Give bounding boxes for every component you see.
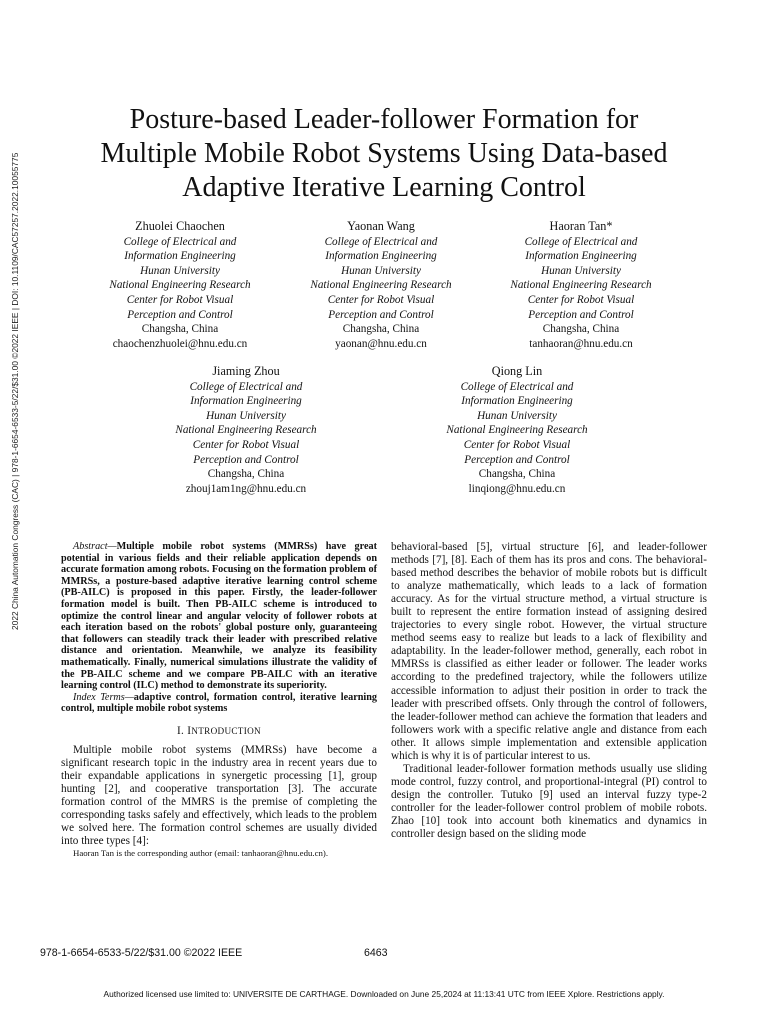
author-name: Qiong Lin xyxy=(491,364,543,378)
author-affiliation-line: Center for Robot Visual xyxy=(527,293,635,306)
author-email: zhouj1am1ng@hnu.edu.cn xyxy=(185,482,307,495)
author-city: Changsha, China xyxy=(478,468,556,481)
corresponding-author-footnote: Haoran Tan is the corresponding author (email: tanhaoran@hnu.edu.cn). xyxy=(73,848,329,859)
author-affiliation-line: National Engineering Research xyxy=(175,424,317,437)
abstract-text: Multiple mobile robot systems (MMRSs) have great potential in various fields and their reliable application depends on accurate formation among robots. Focusing on the formation problem of MMRSs, a posture-based adaptive iterative learning control scheme (PB-AILC) is proposed in this paper. Firstly, the leader-follower formation model is built. Then PB-AILC scheme is introduced to optimize the control linear and angular velocity of follower robots at each iteration based on the robots' global posture only, guaranteeing that followers can steadily track their leader with prescribed relative distance and orientation. Meanwhile, we analyze its feasibility mathematically. Finally, numerical simulations illustrate the validity of the PB-AILC scheme and we compare PB-AILC with an iterative learning control (ILC) method to demonstrate its superiority. xyxy=(61,541,377,692)
page-number: 6463 xyxy=(364,947,388,959)
author-affiliation-line: Center for Robot Visual xyxy=(463,438,571,451)
author-affiliation-line: National Engineering Research xyxy=(510,279,652,292)
author-name: Haoran Tan* xyxy=(549,219,613,233)
author-block xyxy=(481,219,681,351)
author-affiliation-line: Hunan University xyxy=(477,409,557,422)
author-affiliation-line: Center for Robot Visual xyxy=(192,438,300,451)
abstract-label: Abstract— xyxy=(73,541,117,552)
index-terms-label: Index Terms— xyxy=(73,691,134,703)
author-affiliation-line: Center for Robot Visual xyxy=(327,293,435,306)
section-heading-introduction xyxy=(61,725,377,738)
author-affiliation-line: Perception and Control xyxy=(528,308,634,321)
author-affiliation-line: Information Engineering xyxy=(124,250,236,263)
author-name: Yaonan Wang xyxy=(347,219,415,233)
author-affiliation-line: College of Electrical and xyxy=(524,235,638,248)
section-title-rest: NTRODUCTION xyxy=(191,725,261,736)
body-paragraph: Traditional leader-follower formation methods usually use sliding mode control, fuzzy control, and proportional-integral (PI) control to design the controller. Tutuko [9] used an interval fuzzy type-2 controller for the leader-follower control problem of mobile robots. Zhao [10] took into account both kinematics and dynamics in controller design based on the sliding mode xyxy=(391,762,707,841)
author-affiliation-line: Perception and Control xyxy=(328,308,434,321)
paper-title xyxy=(40,103,728,205)
index-terms-text: adaptive control, formation control, iterative learning control, multiple mobile robot systems xyxy=(61,691,377,715)
author-email: tanhaoran@hnu.edu.cn xyxy=(529,337,633,350)
author-name: Zhuolei Chaochen xyxy=(135,219,225,233)
body-paragraph: behavioral-based [5], virtual structure [6], and leader-follower methods [7], [8]. Each of them has its pros and cons. The behavioral-based method describes the behavior of mobile robots but is difficult to analyze mathematically, which leads to a lack of formation accuracy. As for the virtual structure method, a virtual structure is built to represent the entire formation instead of assigning desired trajectories to every single robot. However, the virtual structure method seems easy to realize but leads to a lack of flexibility and adaptability. In the leader-follower method, generally, each robot in MMRSs is classified as either leader or follower. The leader works according to the predefined trajectory, while the followers utilize accessible information to adjust their position in order to track the leader with prescribed offsets. Only through the control of followers, the leader-follower method can achieve the formation that leaders and followers work with a specific relative angle and distance from each other. It allows simple implementation and extensible application which is why it is of particular interest to us. xyxy=(391,541,707,762)
author-affiliation-line: College of Electrical and xyxy=(189,380,303,393)
author-affiliation-line: Perception and Control xyxy=(464,453,570,466)
left-column xyxy=(61,541,377,859)
author-affiliation-line: Perception and Control xyxy=(127,308,233,321)
title-line: Multiple Mobile Robot Systems Using Data-based xyxy=(100,138,668,169)
abstract xyxy=(61,541,377,692)
author-affiliation-line: Information Engineering xyxy=(190,395,302,408)
author-city: Changsha, China xyxy=(342,323,420,336)
footer-isbn: 978-1-6654-6533-5/22/$31.00 ©2022 IEEE xyxy=(40,947,243,959)
author-name: Jiaming Zhou xyxy=(212,364,280,378)
author-block xyxy=(417,364,617,496)
section-first-letter: I xyxy=(187,724,192,737)
author-block xyxy=(80,219,280,351)
author-city: Changsha, China xyxy=(207,468,285,481)
license-notice: Authorized licensed use limited to: UNIVERSITE DE CARTHAGE. Downloaded on June 25,2024 at 11:13:41 UTC from IEEE Xplore. Restrictions apply. xyxy=(103,989,665,999)
author-affiliation-line: National Engineering Research xyxy=(109,279,251,292)
section-numeral: I. xyxy=(177,724,188,737)
author-affiliation-line: Hunan University xyxy=(541,264,621,277)
author-city: Changsha, China xyxy=(542,323,620,336)
title-line: Posture-based Leader-follower Formation for xyxy=(129,104,639,135)
author-block xyxy=(146,364,346,496)
author-affiliation-line: Hunan University xyxy=(140,264,220,277)
intro-paragraph: Multiple mobile robot systems (MMRSs) have become a significant research topic in the industry area in recent years due to their expandable applications in synergetic processing [1], group hunting [2], and cooperative transportation [3]. The accurate formation control of the MMRS is the premise of completing the corresponding tasks safely and effectively, which leads to the problem we solved here. The formation control schemes are usually divided into three types [4]: xyxy=(61,743,377,848)
author-affiliation-line: Hunan University xyxy=(341,264,421,277)
author-affiliation-line: Center for Robot Visual xyxy=(126,293,234,306)
author-affiliation-line: College of Electrical and xyxy=(460,380,574,393)
author-affiliation-line: National Engineering Research xyxy=(446,424,588,437)
author-affiliation-line: College of Electrical and xyxy=(324,235,438,248)
author-city: Changsha, China xyxy=(141,323,219,336)
index-terms xyxy=(61,692,377,715)
author-affiliation-line: Information Engineering xyxy=(525,250,637,263)
sidebar-citation-text: 2022 China Automation Congress (CAC) | 978-1-6654-6533-5/22/$31.00 ©2022 IEEE | DOI: 10.1109/CAC57257.2022.10055775 xyxy=(10,152,20,630)
author-affiliation-line: National Engineering Research xyxy=(310,279,452,292)
author-affiliation-line: Perception and Control xyxy=(193,453,299,466)
title-line: Adaptive Iterative Learning Control xyxy=(182,172,586,203)
author-email: yaonan@hnu.edu.cn xyxy=(335,337,427,350)
author-email: chaochenzhuolei@hnu.edu.cn xyxy=(112,337,248,350)
author-affiliation-line: Information Engineering xyxy=(325,250,437,263)
author-affiliation-line: College of Electrical and xyxy=(123,235,237,248)
right-column xyxy=(391,541,707,841)
author-affiliation-line: Hunan University xyxy=(206,409,286,422)
author-block xyxy=(281,219,481,351)
author-email: linqiong@hnu.edu.cn xyxy=(468,482,566,495)
author-affiliation-line: Information Engineering xyxy=(461,395,573,408)
